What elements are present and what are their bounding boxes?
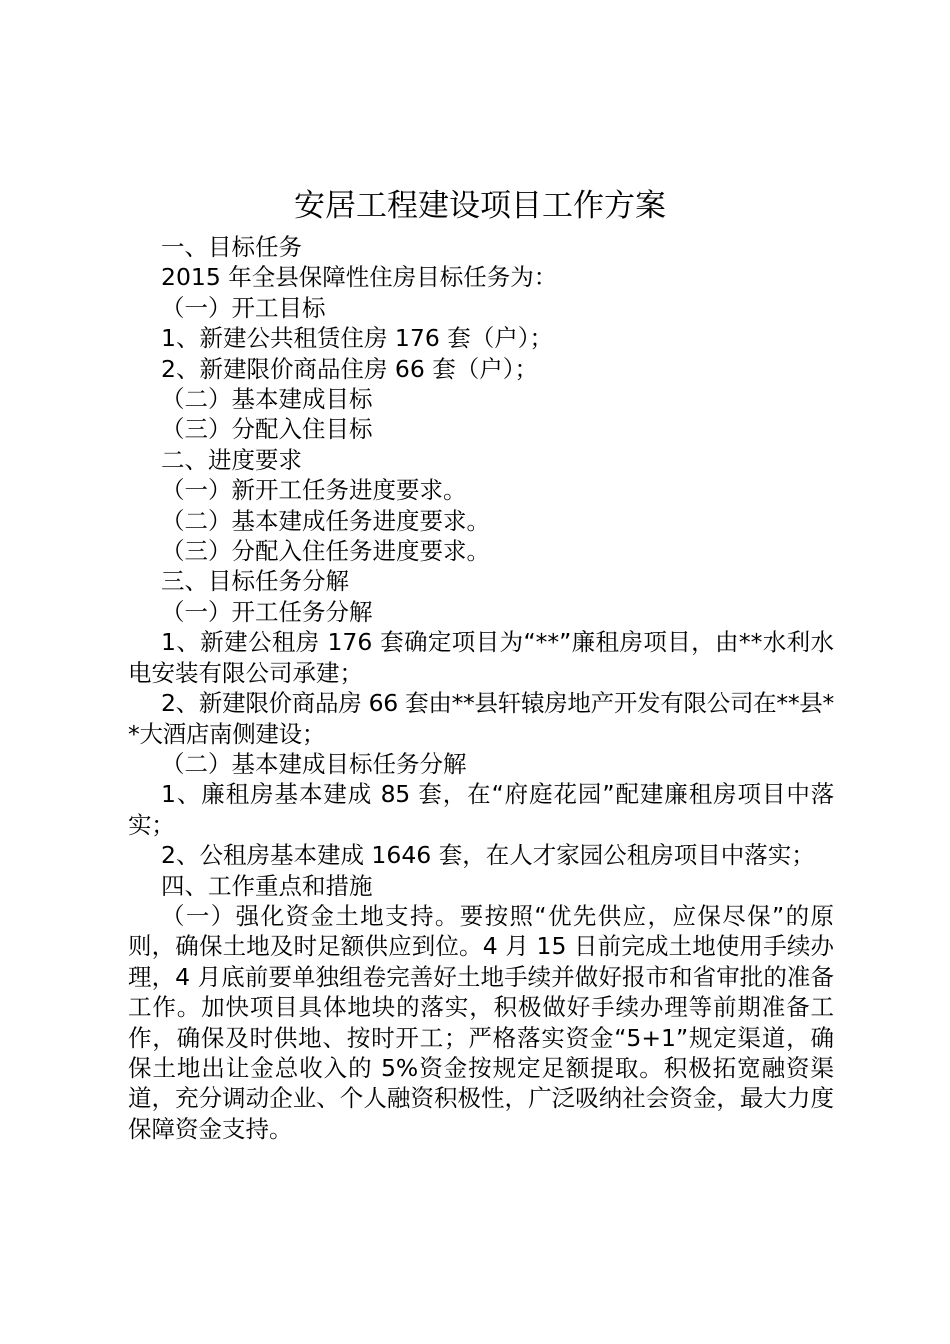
list-item: 2、新建限价商品房 66 套由**县轩辕房地产开发有限公司在**县**大酒店南侧建设；: [128, 689, 834, 748]
list-item: 1、新建公共租赁住房 176 套（户）；: [161, 324, 553, 353]
document-body: [128, 232, 834, 1144]
heading-4: 四、工作重点和措施: [161, 871, 373, 900]
heading-1: 一、目标任务: [161, 233, 302, 261]
subheading: （三）分配入住目标: [161, 415, 373, 444]
list-item: 2、新建限价商品住房 66 套（户）；: [161, 354, 539, 383]
list-item: 1、新建公租房 176 套确定项目为“**”廉租房项目，由**水利水电安装有限公司承建；: [128, 628, 834, 687]
heading-3: 三、目标任务分解: [161, 567, 349, 596]
subheading: （一）新开工任务进度要求。: [161, 476, 467, 505]
document-title: 安居工程建设项目工作方案: [294, 188, 666, 224]
subheading: （一）开工目标: [161, 293, 326, 322]
subheading: （二）基本建成任务进度要求。: [161, 506, 490, 535]
subheading: （一）开工任务分解: [161, 597, 373, 626]
subheading: （二）基本建成目标: [161, 385, 373, 414]
list-item: 2、公租房基本建成 1646 套，在人才家园公租房项目中落实；: [161, 841, 815, 870]
subheading: （二）基本建成目标任务分解: [161, 749, 467, 778]
heading-2: 二、进度要求: [161, 445, 302, 474]
list-item: 1、廉租房基本建成 85 套，在“府庭花园”配建廉租房项目中落实；: [128, 780, 834, 839]
paragraph: （一）强化资金土地支持。要按照“优先供应，应保尽保”的原则，确保土地及时足额供应到位。4 月 15 日前完成土地使用手续办理，4 月底前要单独组卷完善好土地手续并做好报市和省审批的准备工作。加快项目具体地块的落实，积极做好手续办理等前期准备工作，确保及时供地、按时开工；严格落实资金“5+1”规定渠道，确保土地出让金总收入的 5%资金按规定足额提取。积极拓宽融资渠道，充分调动企业、个人融资积极性，广泛吸纳社会资金，最大力度保障资金支持。: [128, 901, 834, 1143]
subheading: （三）分配入住任务进度要求。: [161, 537, 490, 566]
paragraph: 2015 年全县保障性住房目标任务为：: [161, 263, 558, 292]
